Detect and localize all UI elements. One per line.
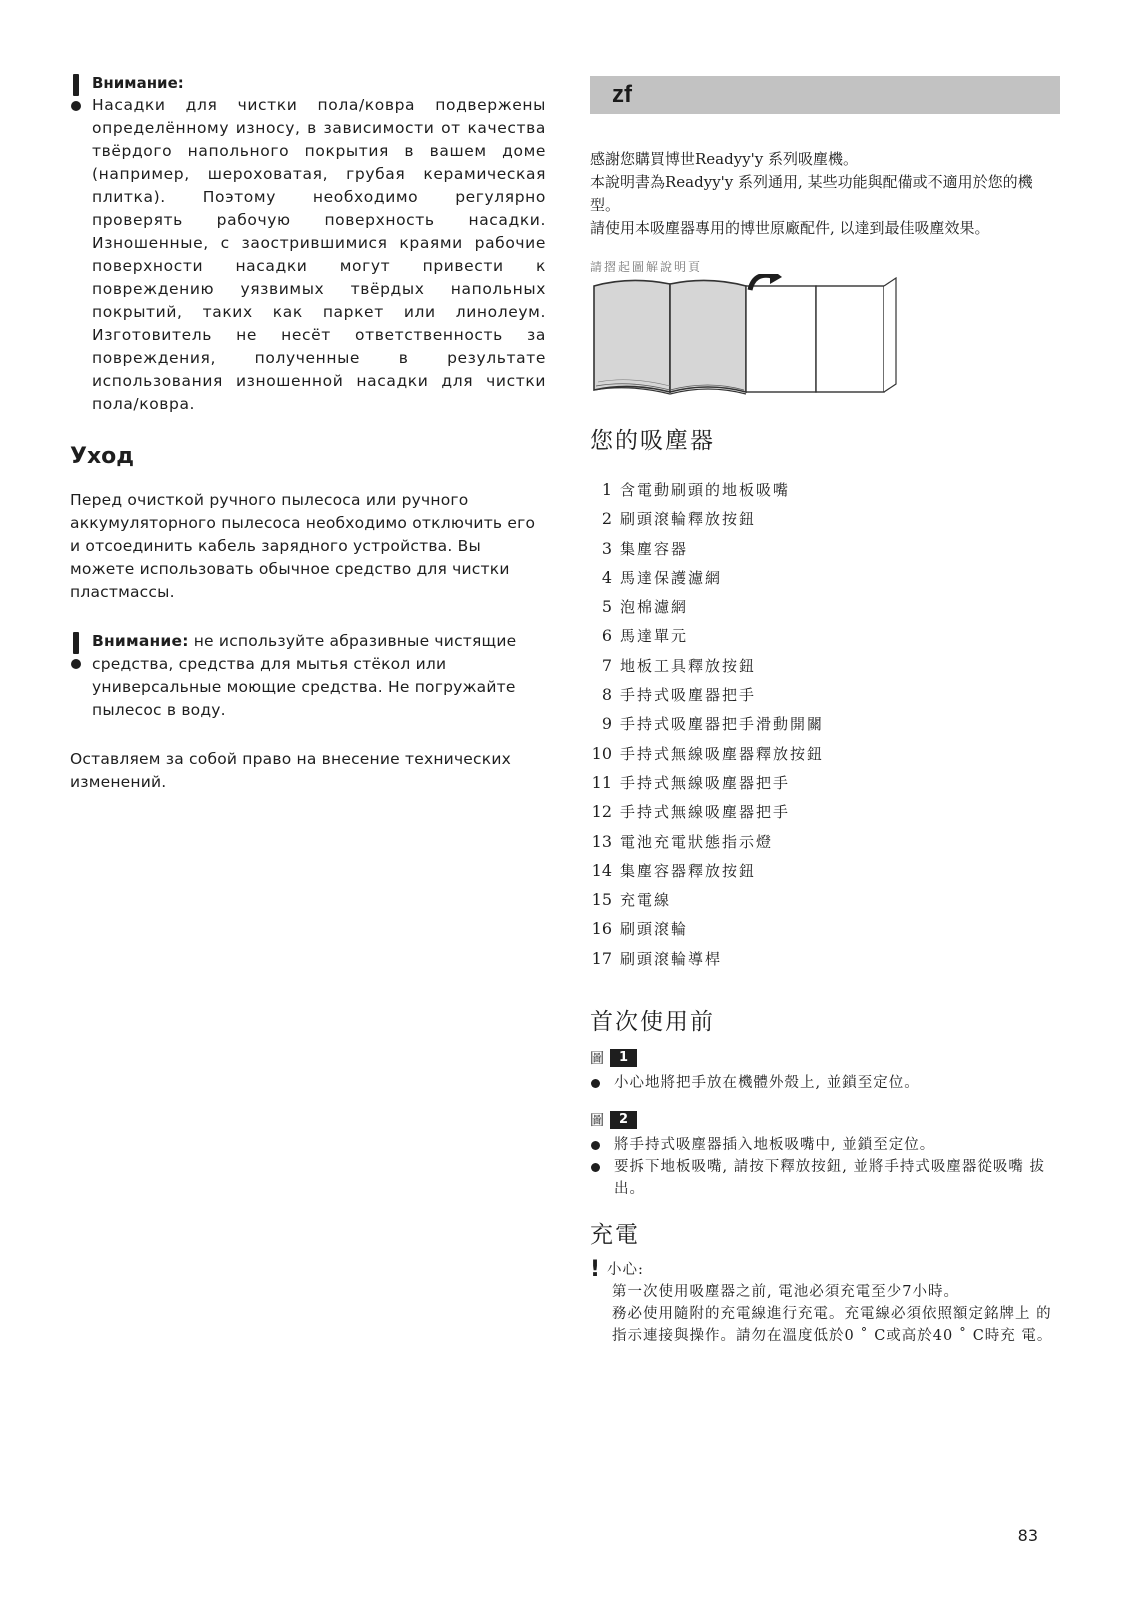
list-item: 6 馬達單元	[601, 626, 689, 646]
list-item: 5 泡棉濾網	[601, 597, 689, 617]
parts-heading: 您的吸塵器	[590, 428, 715, 454]
care-text: Перед очисткой ручного пылесоса или ручного аккумуляторного пылесоса необходимо отключить его и отсоединить кабель зарядного устройства. Вы можете использовать обычное средство для чистки пластмассы.	[70, 491, 536, 601]
left-column	[70, 72, 546, 794]
right-column	[590, 76, 1060, 1347]
charging-heading: 充電	[590, 1222, 640, 1249]
list-item: 7 地板工具釋放按鈕	[601, 655, 757, 675]
intro-line: 感謝您購買博世Readyy'y 系列吸塵機。	[590, 150, 859, 168]
warning-text: не используйте абразивные чистящие средства, средства для мытья стёкол или универсальные моющие средства. Не погружайте пылесос в воду.	[92, 632, 517, 719]
list-item: 3 集塵容器	[601, 538, 689, 558]
caution-label: 小心:	[607, 1262, 644, 1279]
list-item: 2 刷頭滾輪釋放按鈕	[601, 509, 757, 529]
figure-reference: 圖 2	[590, 1110, 1060, 1130]
warning-title: Внимание:	[92, 632, 189, 650]
parts-list	[590, 475, 1060, 973]
warning-title: Внимание:	[92, 74, 184, 92]
intro-line: 請使用本吸塵器專用的博世原廠配件, 以達到最佳吸塵效果。	[590, 219, 990, 237]
list-item: 13 電池充電狀態指示燈	[591, 831, 774, 851]
list-item: 1 含電動刷頭的地板吸嘴	[601, 480, 791, 499]
step-list	[590, 1134, 1060, 1200]
step-list	[590, 1072, 1060, 1094]
list-item: 12 手持式無線吸塵器把手	[591, 802, 791, 822]
list-item: 10 手持式無線吸塵器釋放按鈕	[591, 743, 825, 763]
exclamation-icon	[70, 632, 82, 669]
list-item: 4 馬達保護濾網	[601, 567, 723, 587]
before-use-heading: 首次使用前	[590, 1009, 715, 1036]
list-item: 16 刷頭滾輪	[591, 919, 689, 939]
foldout-book-illustration	[590, 274, 900, 396]
exclamation-icon	[70, 74, 82, 111]
list-item: 11 手持式無線吸塵器把手	[591, 772, 791, 792]
list-item: 14 集塵容器釋放按鈕	[591, 860, 757, 880]
list-item: 15 充電線	[591, 890, 672, 910]
exclamation-icon: !	[590, 1257, 602, 1283]
list-item: 9 手持式吸塵器把手滑動開關	[601, 714, 825, 734]
list-item: 小心地將把手放在機體外殼上, 並鎖至定位。	[590, 1072, 1060, 1094]
figure-reference: 圖 1	[590, 1048, 1060, 1068]
intro-line: 本說明書為Readyy'y 系列通用, 某些功能與配備或不適用於您的機型。	[590, 173, 1033, 214]
cleaning-warning	[70, 630, 546, 722]
caution-note	[590, 1259, 1060, 1347]
wear-warning	[70, 72, 546, 416]
list-item: 8 手持式吸塵器把手	[601, 685, 757, 705]
reserve-note: Оставляем за собой право на внесение технических изменений.	[70, 750, 511, 791]
figure-number-badge: 2	[610, 1111, 637, 1129]
intro-text	[590, 148, 1060, 240]
page-number: 83	[1017, 1526, 1038, 1545]
figure-number-badge: 1	[610, 1049, 637, 1067]
warning-text: Насадки для чистки пола/ковра подвержены определённому износу, в зависимости от качества твёрдого напольного покрытия в вашем доме (например, шероховатая, грубая керамическая плитка). Поэтому необходимо регулярно проверять рабочую поверхность насадки. Изношенные, с заострившимися краями рабочие поверхности насадки могут привести к повреждению уязвимых твёрдых напольных покрытий, таких как паркет или линолеум. Изготовитель не несёт ответственность за повреждения, полученные в результате использования изношенной насадки для чистки пола/ковра.	[92, 96, 546, 413]
language-header: zf	[590, 76, 1060, 114]
list-item: 要拆下地板吸嘴, 請按下釋放按鈕, 並將手持式吸塵器從吸嘴 拔出。	[590, 1156, 1060, 1200]
list-item: 將手持式吸塵器插入地板吸嘴中, 並鎖至定位。	[590, 1134, 1060, 1156]
list-item: 17 刷頭滾輪導桿	[591, 948, 723, 968]
figure-caption: 請摺起圖解說明頁	[590, 260, 703, 272]
caution-line: 務必使用隨附的充電線進行充電。充電線必須依照額定銘牌上 的指示連接與操作。請勿在溫度低於0 ˚ C或高於40 ˚ C時充 電。	[612, 1306, 1053, 1345]
care-heading: Уход	[70, 444, 135, 469]
caution-line: 第一次使用吸塵器之前, 電池必須充電至少7小時。	[612, 1284, 959, 1301]
